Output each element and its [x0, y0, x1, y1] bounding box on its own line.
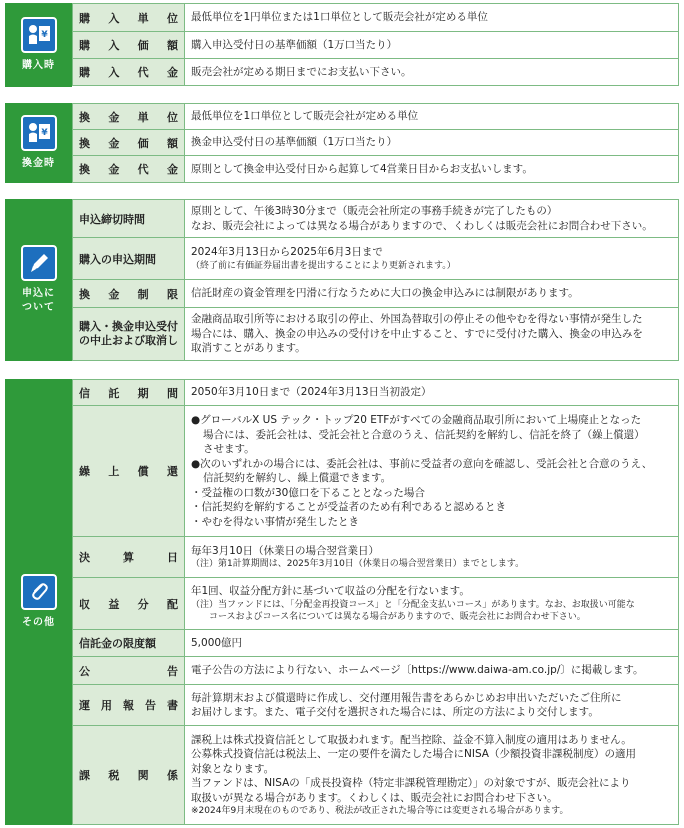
row-value: 2024年3月13日から2025年6月3日まで （終了前に有価証券届出書を提出することにより更新されます。） [191, 246, 456, 271]
row-key: 信託金の限度額 [72, 630, 185, 656]
table-row [72, 4, 679, 32]
row-value: 最低単位を1円単位または1口単位として販売会社が定める単位 [191, 11, 488, 24]
row-value: 5,000億円 [191, 636, 243, 649]
redemption-label: 換金時 [22, 158, 55, 169]
row-key: 購入の申込期間 [72, 238, 185, 279]
yen-exchange-icon [21, 115, 57, 151]
application-side-label [5, 199, 72, 361]
row-value: 信託財産の資金管理を円滑に行なうために大口の換金申込みには制限があります。 [191, 287, 579, 300]
table-row [72, 32, 679, 59]
row-key: 申込締切時間 [72, 200, 185, 237]
row-value: 2050年3月10日まで（2024年3月13日当初設定） [191, 386, 432, 399]
row-value: 原則として換金申込受付日から起算して4営業日目からお支払いします。 [191, 162, 533, 175]
redemption-side-label [5, 103, 72, 183]
row-value: 最低単位を1口単位として販売会社が定める単位 [191, 110, 419, 123]
row-value: 販売会社が定める期日までにお支払い下さい。 [191, 65, 412, 78]
purchase-label: 購入時 [22, 60, 55, 71]
row-key: 信 託 期 間 [72, 380, 185, 405]
table-row [72, 104, 679, 130]
row-key: 課 税 関 係 [72, 726, 185, 824]
other-side-label [5, 379, 72, 825]
other-label: その他 [22, 617, 55, 628]
row-key: 繰 上 償 還 [72, 406, 185, 536]
row-value: 購入申込受付日の基準価額（1万口当たり） [191, 38, 398, 51]
table-row [72, 280, 679, 308]
row-key: 換 金 単 位 [72, 104, 185, 129]
svg-text:¥: ¥ [40, 128, 48, 138]
row-key: 換 金 価 額 [72, 130, 185, 155]
yen-document-icon [21, 17, 57, 53]
table-row [72, 578, 679, 630]
row-key: 収 益 分 配 [72, 578, 185, 629]
purchase-section [5, 3, 679, 87]
row-value: 毎計算期末および償還時に作成し、交付運用報告書をあらかじめお申出いただいたご住所に お届けします。また、電子交付を選択された場合には、所定の方法により交付します。 [191, 691, 622, 718]
application-label: 申込に ついて [22, 288, 55, 313]
table-row [72, 238, 679, 280]
row-key: 購 入 単 位 [72, 4, 185, 31]
application-section [5, 199, 679, 361]
redemption-section [5, 103, 679, 183]
pen-icon [21, 245, 57, 281]
purchase-side-label [5, 3, 72, 87]
row-key: 換 金 制 限 [72, 280, 185, 307]
paperclip-icon [21, 574, 57, 610]
table-row [72, 657, 679, 685]
table-row [72, 200, 679, 238]
row-key: 公 告 [72, 657, 185, 684]
row-value: 電子公告の方法により行ない、ホームページ〔https://www.daiwa-am.co.jp/〕に掲載します。 [191, 664, 644, 677]
row-value: 原則として、午後3時30分まで（販売会社所定の事務手続きが完了したもの） なお、販売会社によっては異なる場合がありますので、くわしくは販売会社にお問合わせ下さい。 [191, 205, 653, 232]
row-key: 決 算 日 [72, 537, 185, 577]
table-row [72, 380, 679, 406]
table-row [72, 130, 679, 156]
other-section [5, 379, 679, 825]
table-row [72, 537, 679, 578]
svg-text:¥: ¥ [40, 30, 48, 40]
row-value: 金融商品取引所等における取引の停止、外国為替取引の停止その他やむを得ない事情が発生した 場合には、購入、換金の申込みの受付けを中止すること、すでに受付けた購入、換金の申込みを 取消すことがあります。 [191, 313, 643, 355]
row-value: 年1回、収益分配方針に基づいて収益の分配を行ないます。 （注）当ファンドには、「分配金再投資コース」と「分配金支払いコース」があります。なお、お取扱い可能な コースおよびコース名については異なる場合がありますので、販売会社にお問合わせ下さい。 [191, 585, 635, 622]
row-key: 換 金 代 金 [72, 156, 185, 182]
table-row [72, 59, 679, 86]
row-key: 購入・換金申込受付 の中止および取消し [72, 308, 185, 360]
row-key: 購 入 代 金 [72, 59, 185, 85]
table-row [72, 308, 679, 361]
row-value: 課税上は株式投資信託として取扱われます。配当控除、益金不算入制度の適用はありません。 公募株式投資信託は税法上、一定の要件を満たした場合にNISA（少額投資非課税制度）の適用 対象となります。 当ファンドは、NISAの「成長投資枠（特定非課税管理勘定）」の対象ですが、販売会社により 取扱いが異なる場合があります。くわしくは、販売会社にお問合わせ下さい。 ※2024年9月末現在のものであり、税法が改正された場合等には変更される場合があります。 [191, 733, 636, 817]
row-value: 毎年3月10日（休業日の場合翌営業日） （注）第1計算期間は、2025年3月10日（休業日の場合翌営業日）までとします。 [191, 544, 525, 570]
table-row [72, 726, 679, 825]
row-key: 購 入 価 額 [72, 32, 185, 58]
table-row [72, 630, 679, 657]
row-key: 運 用 報 告 書 [72, 685, 185, 725]
row-value: ●グローバルX US テック・トップ20 ETFがすべての金融商品取引所において上場廃止となった 場合には、委託会社は、受託会社と合意のうえ、信託契約を解約し、信託を終了（繰上償還） させます。 ●次のいずれかの場合には、委託会社は、事前に受益者の意向を確認し、受託会社と合意のうえ、 信託契約を解約し、繰上償還できます。 ・受益権の口数が30億口を下ることとなった場合 ・信託契約を解約することが受益者のため有利であると認めるとき ・やむを得ない事情が発生したとき [191, 414, 653, 528]
table-row [72, 406, 679, 537]
table-row [72, 685, 679, 726]
row-value: 換金申込受付日の基準価額（1万口当たり） [191, 136, 398, 149]
table-row [72, 156, 679, 183]
